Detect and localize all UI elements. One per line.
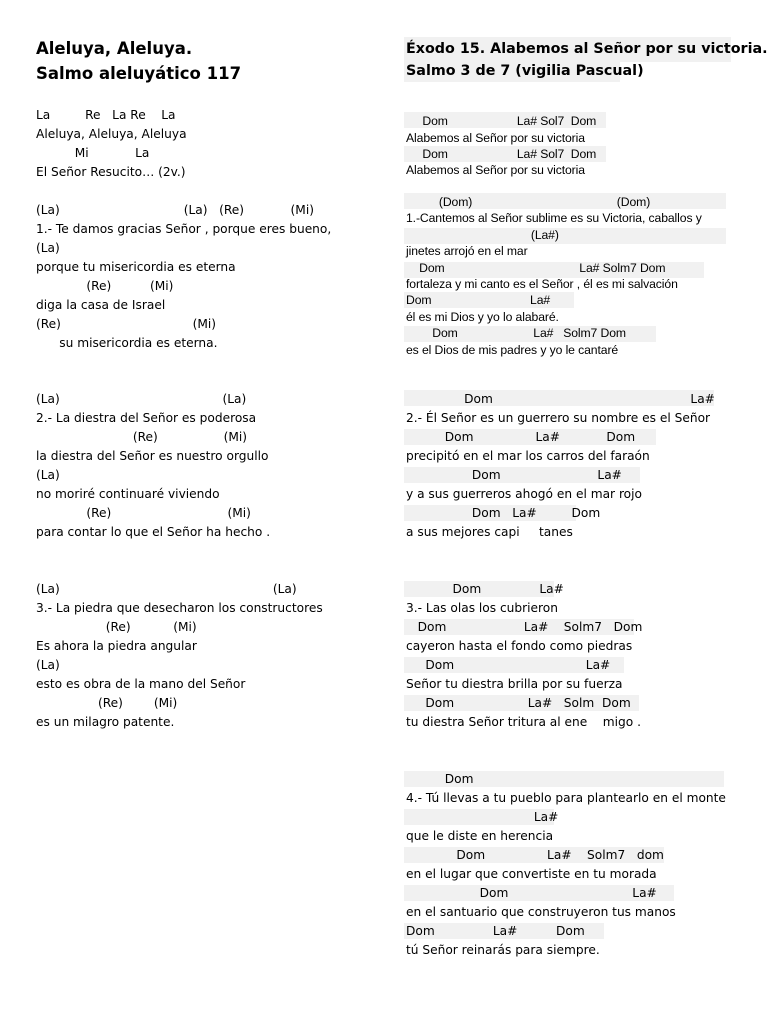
chord-line: Dom La# <box>406 293 551 307</box>
chord-line: Dom La# Sol7 Dom <box>406 147 597 161</box>
right-subtitle: Salmo 3 de 7 (vigilia Pascual) <box>406 63 644 79</box>
chord-line: Dom La# Solm7 Dom <box>406 620 643 634</box>
chord-line: (Re) (Mi) <box>36 696 178 710</box>
chord-line: Dom La# Solm7 Dom <box>406 261 666 275</box>
lyric-line: a sus mejores capi tanes <box>406 525 573 539</box>
chord-line: (La) <box>36 468 60 482</box>
lyric-line: es el Dios de mis padres y yo le cantaré <box>406 343 619 357</box>
chord-line: Dom La# <box>406 886 657 900</box>
chord-line: (La) (La) <box>36 582 297 596</box>
left-title: Aleluya, Aleluya. <box>36 39 193 58</box>
chord-line: (Re) (Mi) <box>36 279 174 293</box>
lyric-line: él es mi Dios y yo lo alabaré. <box>406 310 559 324</box>
lyric-line: 2.- La diestra del Señor es poderosa <box>36 411 257 425</box>
right-title: Éxodo 15. Alabemos al Señor por su victoria. <box>406 41 768 57</box>
chord-line: Dom La# Sol7 Dom <box>406 114 597 128</box>
lyric-line: jinetes arrojó en el mar <box>406 244 528 258</box>
lyric-line: Alabemos al Señor por su victoria <box>406 131 585 145</box>
lyric-line: diga la casa de Israel <box>36 298 166 312</box>
lyric-line: Señor tu diestra brilla por su fuerza <box>406 677 623 691</box>
chord-line: (La) <box>36 241 60 255</box>
chord-line: (La) <box>36 658 60 672</box>
lyric-line: 1.-Cantemos al Señor sublime es su Victoria, caballos y <box>406 211 702 225</box>
chord-line: (Re) (Mi) <box>36 317 217 331</box>
lyric-line: 3.- La piedra que desecharon los constructores <box>36 601 323 615</box>
lyric-line: 1.- Te damos gracias Señor , porque eres bueno, <box>36 222 332 236</box>
lyric-line: cayeron hasta el fondo como piedras <box>406 639 633 653</box>
lyric-line: tú Señor reinarás para siempre. <box>406 943 600 957</box>
lyric-line: 3.- Las olas los cubrieron <box>406 601 558 615</box>
lyric-line: tu diestra Señor tritura al ene migo . <box>406 715 641 729</box>
lyric-line: Aleluya, Aleluya, Aleluya <box>36 127 187 141</box>
chord-line: La Re La Re La <box>36 108 176 122</box>
chord-line: La# <box>406 810 559 824</box>
chord-line: Mi La <box>36 146 150 160</box>
chord-line: Dom La# Dom <box>406 924 585 938</box>
lyric-line: para contar lo que el Señor ha hecho . <box>36 525 271 539</box>
lyric-line: porque tu misericordia es eterna <box>36 260 236 274</box>
chord-line: Dom <box>406 772 474 786</box>
lyric-line: es un milagro patente. <box>36 715 175 729</box>
lyric-line: Alabemos al Señor por su victoria <box>406 163 585 177</box>
chord-line: (Re) (Mi) <box>36 506 251 520</box>
lyric-line: la diestra del Señor es nuestro orgullo <box>36 449 269 463</box>
lyric-line: Es ahora la piedra angular <box>36 639 197 653</box>
lyric-line: no moriré continuaré viviendo <box>36 487 220 501</box>
lyric-line: y a sus guerreros ahogó en el mar rojo <box>406 487 642 501</box>
chord-line: (La#) <box>406 228 559 242</box>
chord-line: Dom La# <box>406 468 622 482</box>
chord-line: Dom La# Dom <box>406 430 636 444</box>
chord-line: Dom La# Solm7 dom <box>406 848 664 862</box>
lyric-line: esto es obra de la mano del Señor <box>36 677 246 691</box>
left-subtitle: Salmo aleluyático 117 <box>36 64 242 83</box>
chord-line: Dom La# <box>406 582 564 596</box>
chord-line: Dom La# Dom <box>406 506 601 520</box>
chord-line: (La) (La) (Re) (Mi) <box>36 203 314 217</box>
lyric-line: en el lugar que convertiste en tu morada <box>406 867 657 881</box>
lyric-line: que le diste en herencia <box>406 829 554 843</box>
lyric-line: 4.- Tú llevas a tu pueblo para plantearlo en el monte <box>406 791 726 805</box>
lyric-line: El Señor Resucito… (2v.) <box>36 165 186 179</box>
lyric-line: fortaleza y mi canto es el Señor , él es mi salvación <box>406 277 678 291</box>
lyric-line: 2.- Él Señor es un guerrero su nombre es el Señor <box>406 411 711 425</box>
lyric-line: su misericordia es eterna. <box>36 336 218 350</box>
chord-line: Dom La# <box>406 658 611 672</box>
chord-line: Dom La# Solm Dom <box>406 696 631 710</box>
lyric-line: precipitó en el mar los carros del faraón <box>406 449 650 463</box>
chord-line: (Dom) (Dom) <box>406 195 651 209</box>
chord-line: (Re) (Mi) <box>36 430 248 444</box>
lyric-line: en el santuario que construyeron tus manos <box>406 905 676 919</box>
chord-line: (La) (La) <box>36 392 247 406</box>
chord-line: (Re) (Mi) <box>36 620 197 634</box>
chord-line: Dom La# <box>406 392 715 406</box>
chord-line: Dom La# Solm7 Dom <box>406 326 626 340</box>
